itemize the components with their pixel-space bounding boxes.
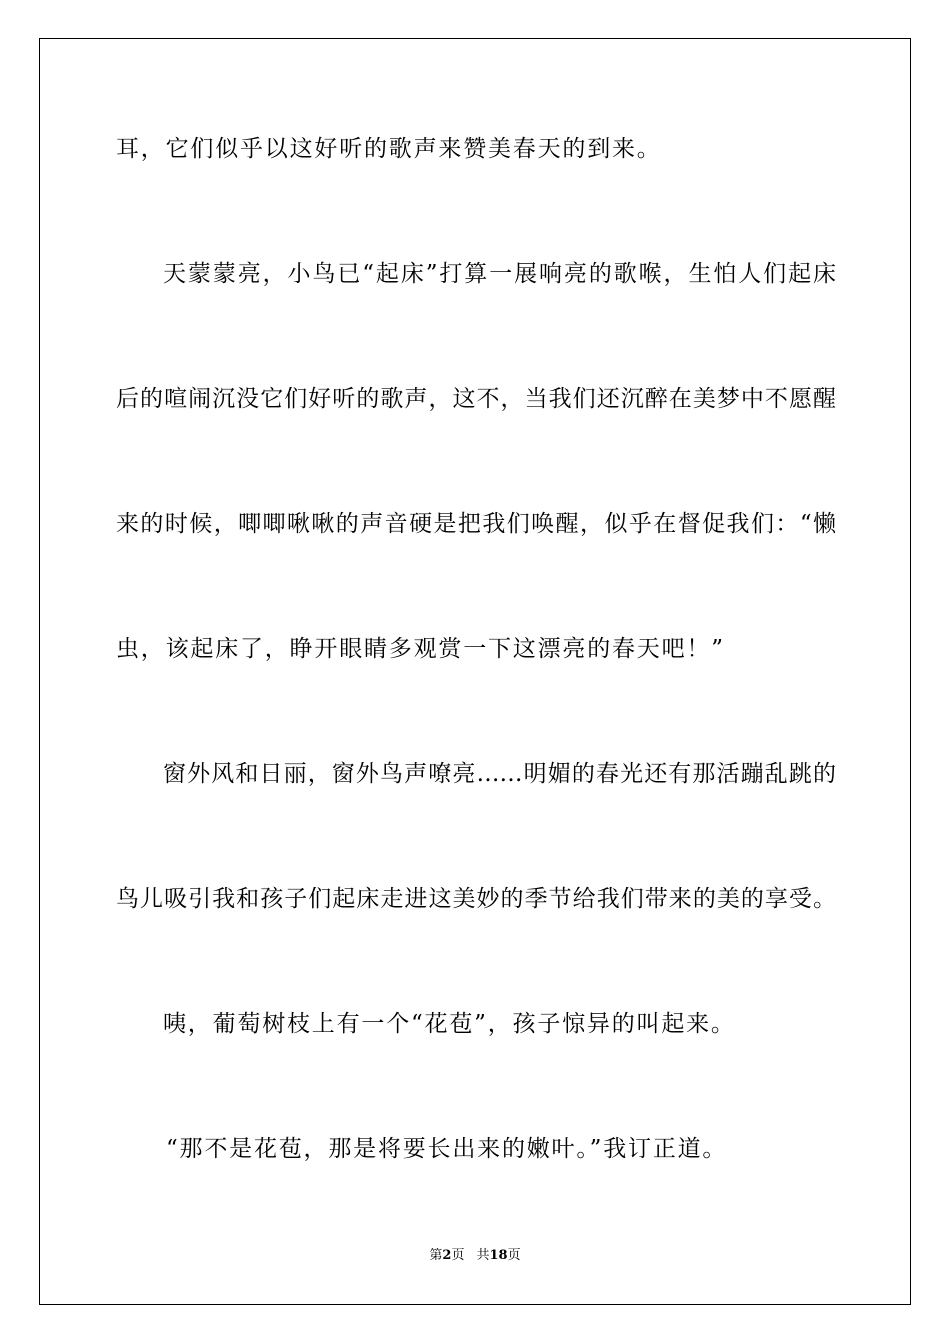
paragraph-line-4: 来的时候，唧唧啾啾的声音硬是把我们唤醒，似乎在督促我们：“懒 xyxy=(116,511,836,537)
footer-page-prefix: 第 xyxy=(429,1248,443,1263)
paragraph-line-8: 咦，葡萄树枝上有一个“花苞”，孩子惊异的叫起来。 xyxy=(163,1011,736,1037)
paragraph-line-1: 耳，它们似乎以这好听的歌声来赞美春天的到来。 xyxy=(116,136,662,162)
footer-page-number: 2 xyxy=(442,1248,452,1263)
paragraph-line-2: 天蒙蒙亮，小鸟已“起床”打算一展响亮的歌喉，生怕人们起床 xyxy=(163,261,836,287)
footer-total-suffix: 页 xyxy=(507,1248,521,1263)
footer-total-prefix: 共 xyxy=(476,1248,490,1263)
paragraph-line-9: “那不是花苞，那是将要长出来的嫩叶。”我订正道。 xyxy=(166,1136,728,1162)
footer-page-suffix: 页 xyxy=(451,1248,465,1263)
paragraph-line-7: 鸟儿吸引我和孩子们起床走进这美妙的季节给我们带来的美的享受。 xyxy=(116,886,836,912)
page-footer xyxy=(0,1247,950,1265)
paragraph-line-3: 后的喧闹沉没它们好听的歌声，这不，当我们还沉醉在美梦中不愿醒 xyxy=(116,386,836,412)
page-border xyxy=(39,38,911,1305)
paragraph-line-5: 虫，该起床了，睁开眼睛多观赏一下这漂亮的春天吧！” xyxy=(116,636,725,662)
paragraph-line-6: 窗外风和日丽，窗外鸟声嘹亮……明媚的春光还有那活蹦乱跳的 xyxy=(163,761,836,787)
footer-total-pages: 18 xyxy=(489,1248,508,1263)
